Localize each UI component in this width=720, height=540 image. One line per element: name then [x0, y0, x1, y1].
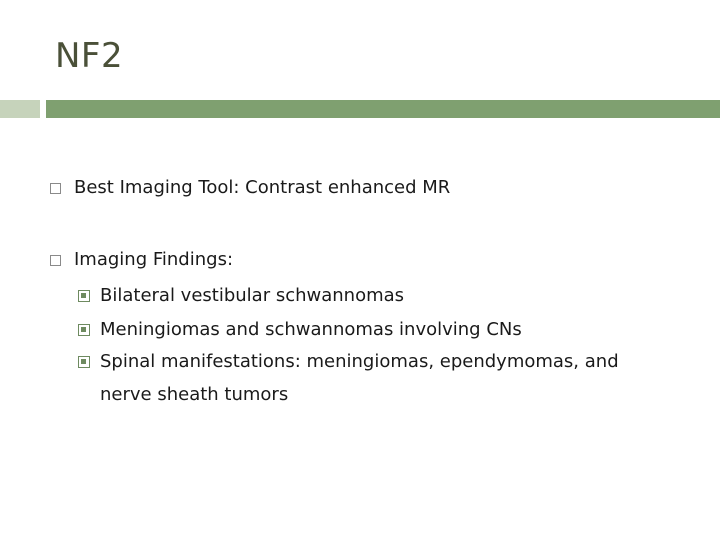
bullet-text: Best Imaging Tool: Contrast enhanced MR — [74, 177, 451, 198]
hollow-square-icon — [50, 183, 61, 194]
sub-bullet-item — [78, 318, 522, 346]
sub-bullet-text: Spinal manifestations: meningiomas, ependymomas, and nerve sheath tumors — [100, 351, 619, 405]
filled-square-icon — [78, 290, 90, 302]
slide-title: NF2 — [55, 36, 124, 76]
hollow-square-icon — [50, 255, 61, 266]
sub-bullet-text: Bilateral vestibular schwannomas — [100, 285, 405, 306]
bullet-text: Imaging Findings: — [74, 249, 234, 270]
sub-bullet-item — [78, 350, 660, 411]
sub-bullet-item — [78, 284, 404, 312]
sub-bullet-text: Meningiomas and schwannomas involving CNs — [100, 319, 522, 340]
filled-square-icon — [78, 356, 90, 368]
bullet-item — [50, 176, 450, 200]
bullet-item — [50, 248, 233, 272]
filled-square-icon — [78, 324, 90, 336]
